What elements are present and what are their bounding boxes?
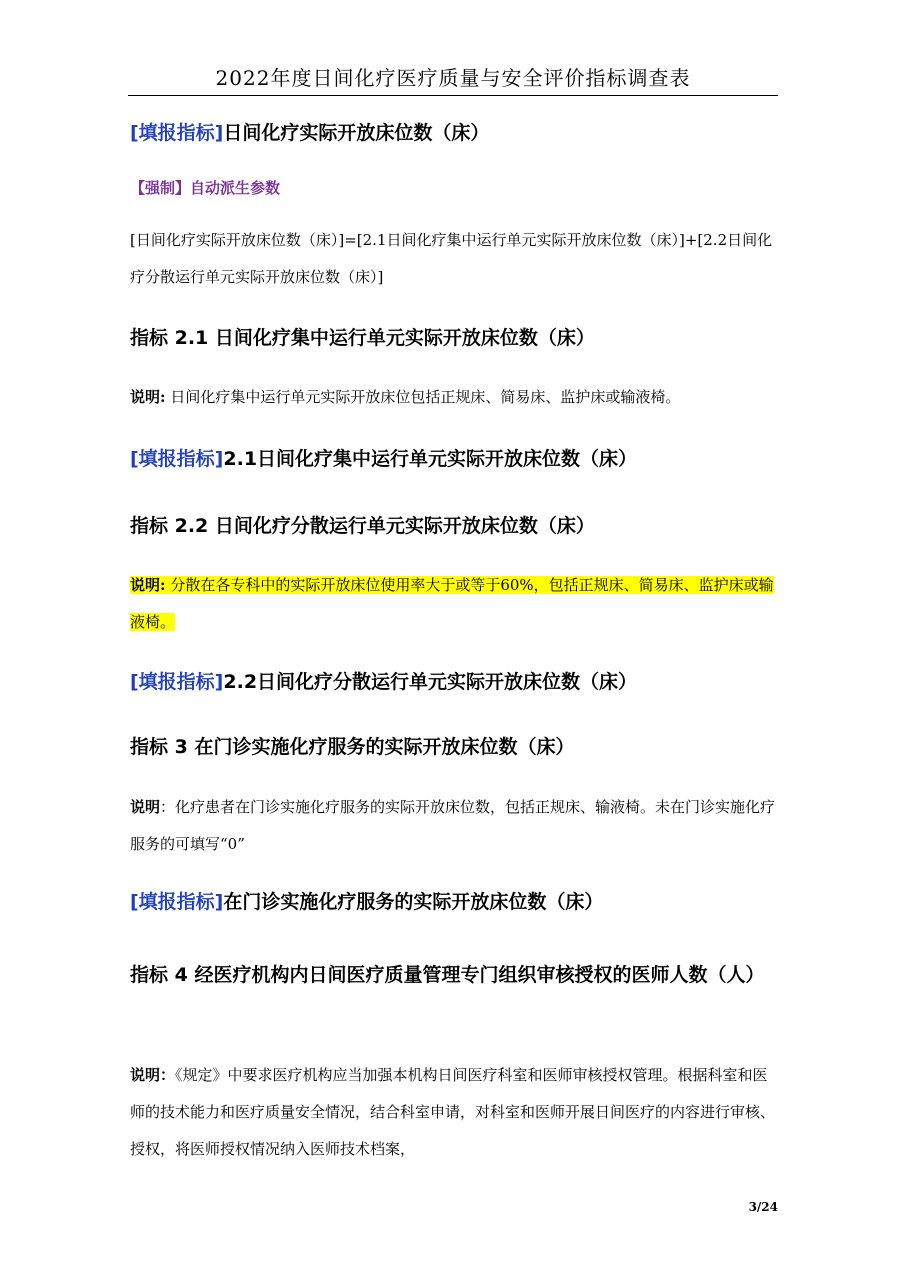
- page-number: 3/24: [748, 1200, 778, 1214]
- derivation-formula: [日间化疗实际开放床位数（床）]=[2.1日间化疗集中运行单元实际开放床位数（床）]+[2.2日间化疗分散运行单元实际开放床位数（床）]: [130, 231, 773, 286]
- indicator-4-heading: 指标 4 经医疗机构内日间医疗质量管理专门组织审核授权的医师人数（人）: [130, 964, 765, 986]
- description-label: 说明:: [130, 388, 166, 406]
- fill-indicator-tag: [填报指标]: [130, 671, 224, 693]
- description-label: 说明：: [130, 1066, 176, 1084]
- indicator-2-1-description: [130, 379, 780, 416]
- fill-indicator-tag: [填报指标]: [130, 891, 224, 913]
- header-divider: [128, 95, 778, 96]
- description-label: 说明: [130, 798, 161, 816]
- indicator-4-description: [130, 1057, 780, 1168]
- fill-indicator-text: 2.2日间化疗分散运行单元实际开放床位数（床）: [223, 671, 638, 693]
- mandatory-derived-label: 【强制】自动派生参数: [130, 179, 281, 197]
- fill-indicator-tag: [填报指标]: [130, 448, 224, 470]
- description-text: 《规定》中要求医疗机构应当加强本机构日间医疗科室和医师审核授权管理。根据科室和医师的技术能力和医疗质量安全情况，结合科室申请，对科室和医师开展日间医疗的内容进行审核、授权，将医师授权情况纳入医师技术档案，: [130, 1066, 776, 1158]
- fill-indicator-text: 在门诊实施化疗服务的实际开放床位数（床）: [223, 891, 604, 913]
- fill-indicator-2-2: [130, 663, 780, 701]
- indicator-2-2-description: [130, 567, 780, 641]
- description-label: 说明:: [130, 576, 166, 594]
- fill-indicator-tag: [填报指标]: [130, 122, 224, 144]
- description-text-highlighted: 分散在各专科中的实际开放床位使用率大于或等于60%，包括正规床、简易床、监护床或输液椅。: [130, 576, 774, 631]
- page-header-title: 2022年度日间化疗医疗质量与安全评价指标调查表: [215, 66, 691, 90]
- fill-indicator-3: [130, 883, 780, 921]
- indicator-2-2-heading: 指标 2.2 日间化疗分散运行单元实际开放床位数（床）: [130, 515, 595, 537]
- description-text: 日间化疗集中运行单元实际开放床位包括正规床、简易床、监护床或输液椅。: [165, 388, 681, 406]
- fill-indicator-2-1: [130, 440, 780, 478]
- indicator-3-description: [130, 789, 780, 863]
- description-text: ：化疗患者在门诊实施化疗服务的实际开放床位数，包括正规床、输液椅。未在门诊实施化疗服务的可填写“0”: [130, 798, 776, 853]
- fill-indicator-text: 日间化疗实际开放床位数（床）: [223, 122, 490, 144]
- fill-indicator-text: 2.1日间化疗集中运行单元实际开放床位数（床）: [223, 448, 638, 470]
- indicator-3-heading: 指标 3 在门诊实施化疗服务的实际开放床位数（床）: [130, 736, 575, 758]
- indicator-2-1-heading: 指标 2.1 日间化疗集中运行单元实际开放床位数（床）: [130, 327, 595, 349]
- fill-indicator-total-beds: [130, 114, 780, 152]
